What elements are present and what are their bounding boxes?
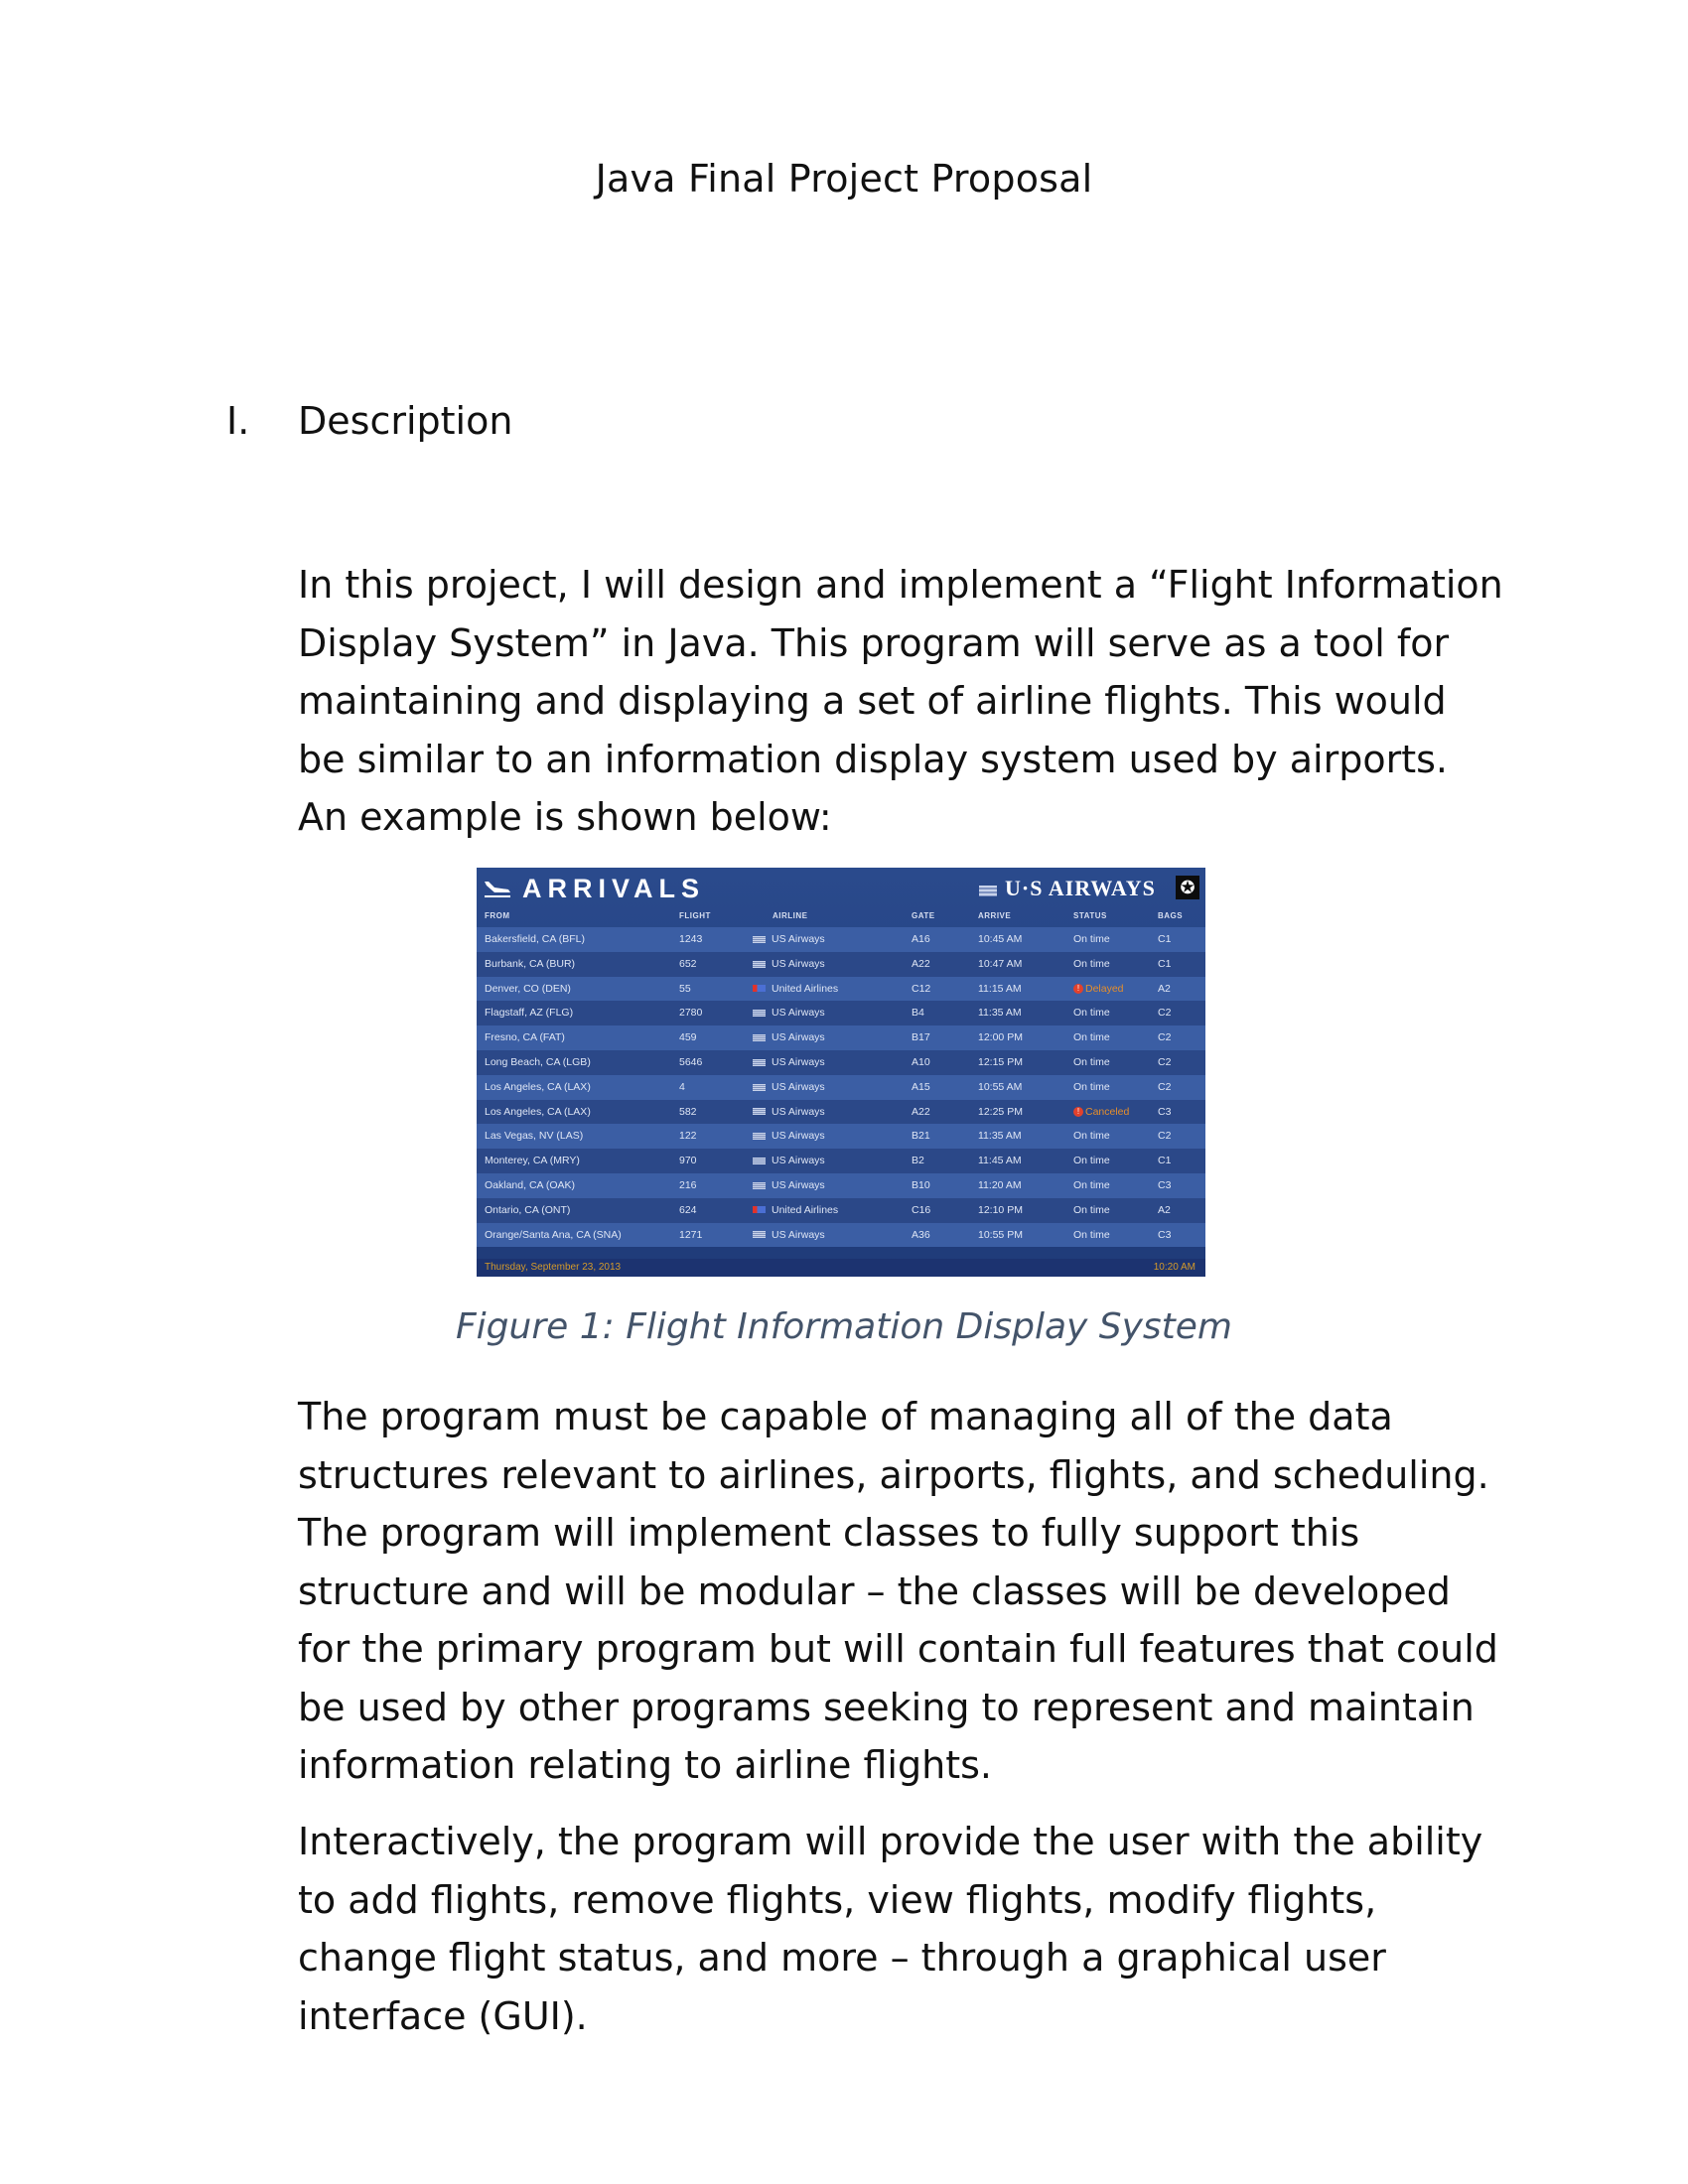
cell-text: C2 bbox=[1158, 1130, 1172, 1143]
cell-airline bbox=[753, 1100, 825, 1125]
cell-arrive bbox=[978, 952, 1022, 977]
cell-text: 10:45 AM bbox=[978, 933, 1023, 945]
cell-text: Ontario, CA (ONT) bbox=[485, 1203, 571, 1216]
cell-gate bbox=[912, 952, 930, 977]
cell-text: C16 bbox=[912, 1203, 931, 1216]
cell-from bbox=[485, 1001, 573, 1025]
cell-status bbox=[1073, 952, 1110, 977]
board-header bbox=[477, 868, 1205, 911]
cell-text: 4 bbox=[679, 1080, 685, 1093]
column-header-from: FROM bbox=[485, 911, 510, 920]
cell-status bbox=[1073, 1198, 1110, 1223]
cell-bags bbox=[1158, 1149, 1171, 1173]
cell-gate bbox=[912, 1124, 930, 1149]
cell-arrive bbox=[978, 1025, 1023, 1050]
column-header-status: STATUS bbox=[1073, 911, 1107, 920]
cell-bags bbox=[1158, 1050, 1171, 1075]
cell-text: On time bbox=[1073, 1031, 1110, 1044]
table-row bbox=[477, 952, 1205, 977]
cell-text: Fresno, CA (FAT) bbox=[485, 1031, 565, 1044]
cell-text: C2 bbox=[1158, 1080, 1172, 1093]
table-row bbox=[477, 1075, 1205, 1100]
cell-text: Monterey, CA (MRY) bbox=[485, 1155, 580, 1167]
cell-text: United Airlines bbox=[772, 982, 839, 995]
alert-icon: ! bbox=[1073, 1107, 1083, 1117]
cell-text: C3 bbox=[1158, 1178, 1172, 1191]
airline-logo-icon bbox=[753, 1010, 766, 1017]
cell-from bbox=[485, 1050, 591, 1075]
cell-text: Delayed bbox=[1085, 982, 1124, 995]
cell-bags bbox=[1158, 1198, 1171, 1223]
cell-status bbox=[1073, 1149, 1110, 1173]
airline-logo-icon bbox=[753, 1084, 766, 1091]
cell-from bbox=[485, 1223, 622, 1248]
cell-text: US Airways bbox=[772, 1080, 825, 1093]
table-row bbox=[477, 1149, 1205, 1173]
airline-logo-icon bbox=[753, 1059, 766, 1066]
table-row bbox=[477, 1173, 1205, 1198]
table-row bbox=[477, 1124, 1205, 1149]
section-number: I. bbox=[226, 399, 250, 443]
cell-arrive bbox=[978, 927, 1022, 952]
cell-text: US Airways bbox=[772, 1031, 825, 1044]
table-row bbox=[477, 1050, 1205, 1075]
cell-text: US Airways bbox=[772, 957, 825, 970]
cell-airline bbox=[753, 952, 825, 977]
cell-text: B21 bbox=[912, 1130, 930, 1143]
body-paragraph-structures: The program must be capable of managing all of the data structures relevant to airlines, airports, flights, and scheduling. The program will implement classes to fully support this structure and will be modular – the classes will be developed for the primary program but will contain full features that could be used by other programs seeking to represent and maintain information relating to airline flights. bbox=[298, 1395, 1498, 1787]
cell-text: 11:35 AM bbox=[978, 1130, 1022, 1143]
cell-bags bbox=[1158, 1100, 1171, 1125]
cell-bags bbox=[1158, 952, 1171, 977]
footer-time: 10:20 AM bbox=[1153, 1262, 1196, 1273]
cell-from bbox=[485, 952, 575, 977]
cell-text: US Airways bbox=[772, 1007, 825, 1020]
cell-status bbox=[1073, 1050, 1110, 1075]
cell-text: Los Angeles, CA (LAX) bbox=[485, 1105, 591, 1118]
cell-text: A36 bbox=[912, 1228, 930, 1241]
cell-airline bbox=[753, 1198, 838, 1223]
cell-text: B10 bbox=[912, 1178, 930, 1191]
page-title: Java Final Project Proposal bbox=[595, 157, 1093, 201]
cell-text: A2 bbox=[1158, 982, 1171, 995]
cell-text: 122 bbox=[679, 1130, 697, 1143]
cell-status bbox=[1073, 1025, 1110, 1050]
cell-text: Las Vegas, NV (LAS) bbox=[485, 1130, 584, 1143]
column-headers bbox=[477, 911, 1205, 925]
cell-text: 55 bbox=[679, 982, 691, 995]
cell-flight bbox=[679, 1025, 697, 1050]
footer-date: Thursday, September 23, 2013 bbox=[485, 1262, 622, 1273]
figure-caption: Figure 1: Flight Information Display System bbox=[455, 1306, 1233, 1347]
cell-text: C1 bbox=[1158, 933, 1172, 945]
cell-text: US Airways bbox=[772, 933, 825, 945]
table-row bbox=[477, 927, 1205, 952]
column-header-flight: FLIGHT bbox=[679, 911, 711, 920]
cell-status bbox=[1073, 1001, 1110, 1025]
cell-bags bbox=[1158, 1124, 1171, 1149]
cell-bags bbox=[1158, 1173, 1171, 1198]
cell-flight bbox=[679, 977, 691, 1002]
cell-text: 2780 bbox=[679, 1007, 703, 1020]
cell-arrive bbox=[978, 1173, 1022, 1198]
cell-text: C12 bbox=[912, 982, 931, 995]
cell-text: C3 bbox=[1158, 1105, 1172, 1118]
cell-gate bbox=[912, 1100, 930, 1125]
cell-flight bbox=[679, 1173, 697, 1198]
cell-text: 12:25 PM bbox=[978, 1105, 1023, 1118]
board-title: ARRIVALS bbox=[522, 874, 706, 903]
cell-text: US Airways bbox=[772, 1130, 825, 1143]
cell-flight bbox=[679, 1001, 702, 1025]
cell-airline bbox=[753, 1124, 825, 1149]
airline-logo-icon bbox=[753, 1182, 766, 1189]
cell-arrive bbox=[978, 1198, 1023, 1223]
cell-airline bbox=[753, 1001, 825, 1025]
cell-bags bbox=[1158, 977, 1171, 1002]
cell-from bbox=[485, 1075, 591, 1100]
cell-airline bbox=[753, 1025, 825, 1050]
cell-text: Oakland, CA (OAK) bbox=[485, 1178, 576, 1191]
cell-text: US Airways bbox=[772, 1155, 825, 1167]
airline-logo-icon bbox=[753, 1158, 766, 1164]
cell-from bbox=[485, 1100, 591, 1125]
cell-arrive bbox=[978, 1149, 1022, 1173]
airline-logo-icon bbox=[753, 1206, 766, 1213]
table-row bbox=[477, 1100, 1205, 1125]
cell-text: On time bbox=[1073, 1178, 1110, 1191]
cell-text: Flagstaff, AZ (FLG) bbox=[485, 1007, 574, 1020]
cell-text: 12:10 PM bbox=[978, 1203, 1023, 1216]
cell-airline bbox=[753, 1173, 825, 1198]
flag-icon bbox=[979, 886, 997, 896]
cell-text: 12:00 PM bbox=[978, 1031, 1023, 1044]
cell-status bbox=[1073, 1223, 1110, 1248]
cell-status bbox=[1073, 1075, 1110, 1100]
star-logo-icon: ✪ bbox=[1176, 876, 1199, 899]
cell-text: On time bbox=[1073, 1055, 1110, 1068]
arrivals-rows bbox=[477, 927, 1205, 1247]
cell-text: United Airlines bbox=[772, 1203, 839, 1216]
plane-arrival-icon bbox=[483, 878, 512, 899]
cell-from bbox=[485, 1198, 570, 1223]
cell-text: 459 bbox=[679, 1031, 697, 1044]
cell-arrive bbox=[978, 1223, 1023, 1248]
cell-text: Canceled bbox=[1085, 1105, 1130, 1118]
cell-text: 10:55 AM bbox=[978, 1080, 1023, 1093]
arrivals-board-figure bbox=[477, 868, 1205, 1277]
cell-bags bbox=[1158, 1075, 1171, 1100]
cell-text: A22 bbox=[912, 1105, 930, 1118]
cell-text: 970 bbox=[679, 1155, 697, 1167]
cell-text: On time bbox=[1073, 1130, 1110, 1143]
cell-text: 10:55 PM bbox=[978, 1228, 1023, 1241]
cell-flight bbox=[679, 1124, 697, 1149]
column-header-airline: AIRLINE bbox=[773, 911, 808, 920]
cell-text: B2 bbox=[912, 1155, 924, 1167]
airline-logo-icon bbox=[753, 985, 766, 992]
cell-text: Burbank, CA (BUR) bbox=[485, 957, 576, 970]
cell-text: On time bbox=[1073, 1080, 1110, 1093]
cell-arrive bbox=[978, 1001, 1022, 1025]
cell-flight bbox=[679, 927, 702, 952]
cell-gate bbox=[912, 977, 930, 1002]
cell-text: C1 bbox=[1158, 1155, 1172, 1167]
cell-flight bbox=[679, 1050, 702, 1075]
cell-text: 582 bbox=[679, 1105, 697, 1118]
cell-text: 11:20 AM bbox=[978, 1178, 1022, 1191]
cell-airline bbox=[753, 1223, 825, 1248]
cell-text: On time bbox=[1073, 1155, 1110, 1167]
cell-gate bbox=[912, 927, 930, 952]
cell-gate bbox=[912, 1050, 930, 1075]
cell-text: 11:35 AM bbox=[978, 1007, 1022, 1020]
cell-text: US Airways bbox=[772, 1228, 825, 1241]
cell-status bbox=[1073, 1124, 1110, 1149]
cell-text: Denver, CO (DEN) bbox=[485, 982, 571, 995]
section-heading bbox=[226, 399, 512, 443]
cell-text: On time bbox=[1073, 1007, 1110, 1020]
cell-gate bbox=[912, 1198, 930, 1223]
cell-gate bbox=[912, 1075, 930, 1100]
cell-arrive bbox=[978, 1100, 1023, 1125]
cell-bags bbox=[1158, 1025, 1171, 1050]
airline-logo-icon bbox=[753, 936, 766, 943]
cell-flight bbox=[679, 952, 697, 977]
cell-text: 10:47 AM bbox=[978, 957, 1023, 970]
cell-text: C3 bbox=[1158, 1228, 1172, 1241]
airline-brand: U·S AIRWAYS bbox=[1005, 876, 1156, 900]
cell-text: Bakersfield, CA (BFL) bbox=[485, 933, 585, 945]
cell-bags bbox=[1158, 927, 1171, 952]
table-row bbox=[477, 1001, 1205, 1025]
cell-text: A15 bbox=[912, 1080, 930, 1093]
airline-logo-icon bbox=[753, 1133, 766, 1140]
table-row bbox=[477, 1025, 1205, 1050]
cell-text: Orange/Santa Ana, CA (SNA) bbox=[485, 1228, 622, 1241]
cell-text: B17 bbox=[912, 1031, 930, 1044]
column-header-arrive: ARRIVE bbox=[978, 911, 1012, 920]
airline-logo-icon bbox=[753, 1231, 766, 1238]
cell-text: On time bbox=[1073, 1203, 1110, 1216]
cell-text: 5646 bbox=[679, 1055, 703, 1068]
cell-text: A2 bbox=[1158, 1203, 1171, 1216]
cell-status bbox=[1073, 927, 1110, 952]
cell-text: 216 bbox=[679, 1178, 697, 1191]
table-row bbox=[477, 977, 1205, 1002]
cell-gate bbox=[912, 1173, 930, 1198]
cell-text: 624 bbox=[679, 1203, 697, 1216]
cell-text: C2 bbox=[1158, 1031, 1172, 1044]
cell-status bbox=[1073, 1100, 1129, 1125]
cell-text: C2 bbox=[1158, 1007, 1172, 1020]
cell-gate bbox=[912, 1223, 930, 1248]
cell-text: US Airways bbox=[772, 1178, 825, 1191]
cell-gate bbox=[912, 1025, 930, 1050]
cell-text: C1 bbox=[1158, 957, 1172, 970]
cell-text: 11:15 AM bbox=[978, 982, 1022, 995]
cell-arrive bbox=[978, 977, 1022, 1002]
cell-text: 11:45 AM bbox=[978, 1155, 1022, 1167]
cell-text: A10 bbox=[912, 1055, 930, 1068]
cell-arrive bbox=[978, 1124, 1022, 1149]
cell-arrive bbox=[978, 1050, 1023, 1075]
cell-text: US Airways bbox=[772, 1105, 825, 1118]
cell-status bbox=[1073, 977, 1124, 1002]
column-header-bags: BAGS bbox=[1158, 911, 1184, 920]
cell-from bbox=[485, 927, 585, 952]
cell-flight bbox=[679, 1075, 685, 1100]
intro-paragraph: In this project, I will design and implement a “Flight Information Display System” in Java. This program will serve as a tool for maintaining and displaying a set of airline flights. This would be similar to an information display system used by airports. An example is shown below: bbox=[298, 563, 1503, 839]
cell-flight bbox=[679, 1223, 702, 1248]
cell-text: B4 bbox=[912, 1007, 924, 1020]
cell-from bbox=[485, 1173, 575, 1198]
cell-airline bbox=[753, 1149, 825, 1173]
cell-arrive bbox=[978, 1075, 1022, 1100]
cell-text: On time bbox=[1073, 933, 1110, 945]
cell-from bbox=[485, 1149, 580, 1173]
cell-text: 1271 bbox=[679, 1228, 703, 1241]
airline-logo-icon bbox=[753, 1034, 766, 1041]
cell-text: 652 bbox=[679, 957, 697, 970]
cell-text: 12:15 PM bbox=[978, 1055, 1023, 1068]
body-paragraph-interactive: Interactively, the program will provide the user with the ability to add flights, remove flights, view flights, modify flights, change flight status, and more – through a graphical user interface (GUI). bbox=[298, 1820, 1483, 2038]
table-row bbox=[477, 1198, 1205, 1223]
cell-airline bbox=[753, 1050, 825, 1075]
column-header-gate: GATE bbox=[912, 911, 935, 920]
cell-bags bbox=[1158, 1223, 1171, 1248]
cell-bags bbox=[1158, 1001, 1171, 1025]
section-heading-text: Description bbox=[298, 399, 513, 443]
cell-from bbox=[485, 1025, 565, 1050]
cell-text: On time bbox=[1073, 957, 1110, 970]
cell-text: US Airways bbox=[772, 1055, 825, 1068]
cell-gate bbox=[912, 1149, 924, 1173]
cell-airline bbox=[753, 977, 838, 1002]
airline-logo-icon bbox=[753, 1108, 766, 1115]
cell-text: A22 bbox=[912, 957, 930, 970]
cell-text: Los Angeles, CA (LAX) bbox=[485, 1080, 591, 1093]
cell-text: 1243 bbox=[679, 933, 703, 945]
cell-airline bbox=[753, 1075, 825, 1100]
cell-from bbox=[485, 977, 571, 1002]
board-footer bbox=[477, 1259, 1205, 1277]
cell-text: Long Beach, CA (LGB) bbox=[485, 1055, 591, 1068]
cell-status bbox=[1073, 1173, 1110, 1198]
cell-gate bbox=[912, 1001, 924, 1025]
cell-flight bbox=[679, 1100, 697, 1125]
cell-airline bbox=[753, 927, 825, 952]
table-row bbox=[477, 1223, 1205, 1248]
cell-flight bbox=[679, 1198, 697, 1223]
cell-text: C2 bbox=[1158, 1055, 1172, 1068]
alert-icon: ! bbox=[1073, 984, 1083, 994]
cell-from bbox=[485, 1124, 583, 1149]
cell-text: A16 bbox=[912, 933, 930, 945]
cell-text: On time bbox=[1073, 1228, 1110, 1241]
airline-logo-icon bbox=[753, 961, 766, 968]
cell-flight bbox=[679, 1149, 697, 1173]
